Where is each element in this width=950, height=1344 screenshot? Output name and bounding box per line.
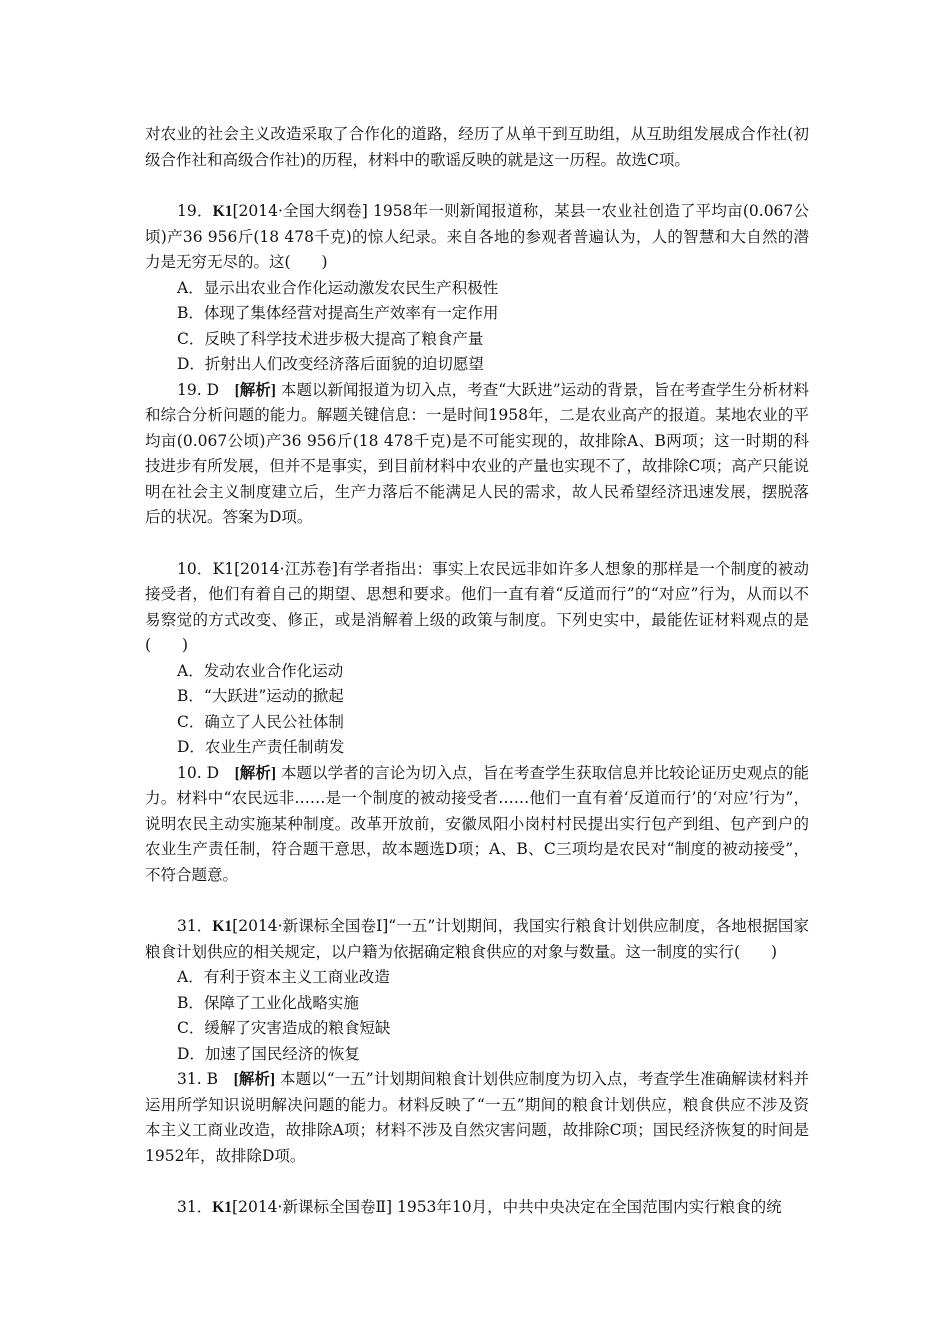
question-10-stem: 10．K1[2014·江苏卷]有学者指出：事实上农民远非如许多人想象的那样是一个制度的被动接受者，他们有着自己的期望、思想和要求。他们一直有着“反道而行”的“对应”行为，从而以不易察觉的方式改变、修正，或是消解着上级的政策与制度。下列史实中，最能佐证材料观点的是( ) xyxy=(145,559,809,654)
question-10-option-c: C．确立了人民公社体制 xyxy=(177,712,344,731)
question-10-option-a: A．发动农业合作化运动 xyxy=(177,661,344,680)
question-31a-option-d: D．加速了国民经济的恢复 xyxy=(177,1044,360,1063)
question-19-option-a: A．显示出农业合作化运动激发农民生产积极性 xyxy=(177,278,499,297)
question-19-option-c: C．反映了科学技术进步极大提高了粮食产量 xyxy=(177,329,484,348)
document-body xyxy=(145,122,809,1221)
continuation-paragraph: 对农业的社会主义改造采取了合作化的道路，经历了从单干到互助组，从互助组发展成合作社(初级合作社和高级合作社)的历程，材料中的歌谣反映的就是这一历程。故选C项。 xyxy=(145,125,809,169)
question-31a-stem: 31．K1[2014·新课标全国卷Ⅰ]“一五”计划期间，我国实行粮食计划供应制度，各地根据国家粮食计划供应的相关规定，以户籍为依据确定粮食供应的对象与数量。这一制度的实行( ) xyxy=(145,917,809,961)
question-10-option-d: D．农业生产责任制萌发 xyxy=(177,738,345,756)
question-19-option-d: D．折射出人们改变经济落后面貌的迫切愿望 xyxy=(177,355,484,373)
question-31b-stem: 31．K1[2014·新课标全国卷Ⅱ] 1953年10月，中共中央决定在全国范围内实行粮食的统 xyxy=(177,1198,782,1216)
question-31a-option-c: C．缓解了灾害造成的粮食短缺 xyxy=(177,1019,391,1037)
question-19-stem: 19．K1[2014·全国大纲卷] 1958年一则新闻报道称，某县一农业社创造了平均亩(0.067公顷)产36 956斤(18 478千克)的惊人纪录。来自各地的参观者普遍认为，人的智慧和大自然的潜力是无穷无尽的。这( ) xyxy=(145,202,810,271)
question-19-option-b: B．体现了集体经营对提高生产效率有一定作用 xyxy=(177,304,499,322)
question-31a-option-b: B．保障了工业化战略实施 xyxy=(177,993,359,1012)
question-19-analysis: 19. D [解析] 本题以新闻报道为切入点，考查“大跃进”运动的背景，旨在考查学生分析材料和综合分析问题的能力。解题关键信息：一是时间1958年，二是农业高产的报道。某地农业的平均亩(0.067公顷)产36 956斤(18 478千克)是不可能实现的，故排除A、B两项；这一时期的科技进步有所发展，但并不是事实，到目前材料中农业的产量也实现不了，故排除C项；高产只能说明在社会主义制度建立后，生产力落后不能满足人民的需求，故人民希望经济迅速发展，摆脱落后的状况。答案为D项。 xyxy=(145,380,809,526)
question-31a-option-a: A．有利于资本主义工商业改造 xyxy=(177,968,390,986)
question-10-analysis: 10. D [解析] 本题以学者的言论为切入点，旨在考查学生获取信息并比较论证历史观点的能力。材料中“农民远非……是一个制度的被动接受者……他们一直有着‘反道而行’的‘对应’行为”，说明农民主动实施某种制度。改革开放前，安徽凤阳小岗村村民提出实行包产到组、包产到户的农业生产责任制，符合题干意思，故本题选D项；A、B、C三项均是农民对“制度的被动接受”，不符合题意。 xyxy=(145,763,809,884)
question-10-option-b: B．“大跃进”运动的掀起 xyxy=(177,687,344,705)
question-31a-analysis: 31. B [解析] 本题以“一五”计划期间粮食计划供应制度为切入点，考查学生准确解读材料并运用所学知识说明解决问题的能力。材料反映了“一五”期间的粮食计划供应，粮食供应不涉及资本主义工商业改造，故排除A项；材料不涉及自然灾害问题，故排除C项；国民经济恢复的时间是1952年，故排除D项。 xyxy=(145,1070,809,1165)
